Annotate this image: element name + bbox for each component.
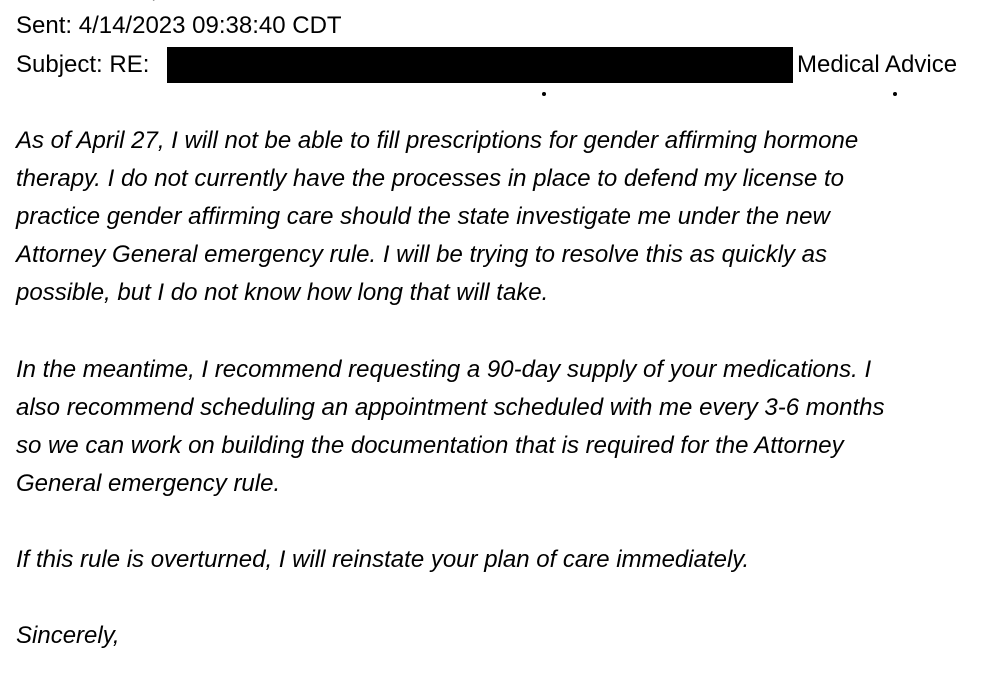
- paragraph-line: possible, but I do not know how long that will take.: [16, 279, 549, 306]
- paragraph-line: also recommend scheduling an appointment scheduled with me every 3-6 months: [16, 394, 885, 421]
- paragraph-line: Attorney General emergency rule. I will be trying to resolve this as quickly as: [16, 241, 828, 268]
- paragraph-3: [16, 541, 991, 579]
- sent-label: Sent:: [16, 12, 73, 39]
- cut-off-glyph: [150, 0, 164, 4]
- subject-line: [16, 51, 149, 79]
- paragraph-1: [16, 122, 991, 312]
- redaction-bar: [167, 47, 793, 83]
- paragraph-line: In the meantime, I recommend requesting a 90-day supply of your medications. I: [16, 356, 872, 383]
- scan-speck: [893, 92, 897, 96]
- paragraph-line: practice gender affirming care should the state investigate me under the new: [16, 203, 830, 230]
- sent-line: [16, 12, 342, 40]
- sent-value: 4/14/2023 09:38:40 CDT: [78, 12, 342, 39]
- signoff: Sincerely,: [16, 622, 120, 649]
- scan-speck: [542, 92, 546, 96]
- paragraph-2: [16, 351, 991, 503]
- subject-label: Subject: RE:: [16, 51, 150, 78]
- paragraph-line: therapy. I do not currently have the processes in place to defend my license to: [16, 165, 845, 192]
- paragraph-line: If this rule is overturned, I will reinstate your plan of care immediately.: [16, 546, 750, 573]
- paragraph-line: so we can work on building the documentation that is required for the Attorney: [16, 432, 844, 459]
- paragraph-line: General emergency rule.: [16, 470, 281, 497]
- subject-tail: Medical Advice: [797, 51, 958, 78]
- paragraph-line: As of April 27, I will not be able to fill prescriptions for gender affirming hormone: [16, 127, 859, 154]
